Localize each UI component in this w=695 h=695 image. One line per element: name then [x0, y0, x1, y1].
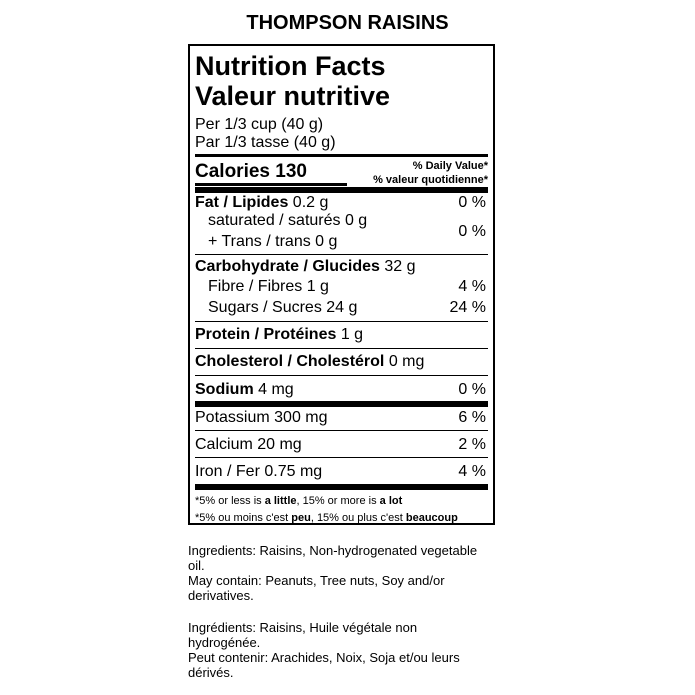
- ingredients-fr-line-3: Peut contenir: Arachides, Noix, Soja et/ou leurs: [188, 650, 460, 665]
- calcium-name: Calcium 20 mg: [195, 436, 302, 453]
- ingredients-en-line-4: derivatives.: [188, 588, 254, 603]
- footnote-fr-part-a: *5% ou moins c'est: [195, 512, 292, 524]
- divider-calcium: [195, 457, 488, 458]
- footnote-fr-part-c: , 15% ou plus c'est: [310, 512, 406, 524]
- divider-fat: [195, 254, 488, 255]
- footnote-en-part-d: a lot: [379, 495, 403, 507]
- cholesterol-name: Cholesterol / Cholestérol: [195, 353, 385, 370]
- divider-calories: [195, 187, 488, 193]
- divider-potassium: [195, 430, 488, 431]
- serving-size-en: Per 1/3 cup (40 g): [195, 116, 324, 133]
- nutrient-row-iron: [195, 463, 488, 481]
- divider-protein: [195, 348, 488, 349]
- iron-name: Iron / Fer 0.75 mg: [195, 463, 323, 480]
- nutrition-title-fr: Valeur nutritive: [195, 81, 391, 111]
- nutrient-row-carbohydrate: [195, 258, 488, 276]
- potassium-name: Potassium 300 mg: [195, 409, 328, 426]
- nutrition-title-en: Nutrition Facts: [195, 51, 386, 81]
- saturated-name: saturated / saturés 0 g: [208, 212, 368, 229]
- footnote-fr-part-b: peu: [291, 512, 311, 524]
- ingredients-fr: [188, 620, 518, 680]
- sodium-amount: 4 mg: [258, 381, 294, 398]
- nutrient-row-sugars: [195, 299, 488, 317]
- divider-serving: [195, 154, 488, 157]
- nutrient-row-fat: [195, 194, 488, 212]
- nutrient-row-calcium: [195, 436, 488, 454]
- nutrient-row-cholesterol: [195, 353, 488, 371]
- trans-name: + Trans / trans 0 g: [208, 233, 338, 250]
- daily-value-header-en: % Daily Value*: [412, 160, 488, 172]
- sodium-dv: 0 %: [458, 381, 486, 398]
- fibre-name: Fibre / Fibres 1 g: [208, 278, 329, 295]
- ingredients-en-line-3: May contain: Peanuts, Tree nuts, Soy and/or: [188, 573, 445, 588]
- cholesterol-amount: 0 mg: [388, 353, 425, 370]
- ingredients-en: [188, 543, 518, 603]
- ingredients-en-line-2: oil.: [188, 558, 205, 573]
- ingredients-fr-line-1: Ingrédients: Raisins, Huile végétale non: [188, 620, 418, 635]
- product-title: THOMPSON RAISINS: [246, 12, 449, 34]
- ingredients-en-line-1: Ingredients: Raisins, Non-hydrogenated vegetable: [188, 543, 478, 558]
- nutrient-row-sodium: [195, 381, 488, 399]
- nutrient-row-sat-trans-dv: [195, 223, 488, 241]
- fat-amount: 0.2 g: [292, 194, 329, 211]
- iron-dv: 4 %: [458, 463, 486, 480]
- protein-name: Protein / Protéines: [195, 326, 337, 343]
- ingredients-fr-line-2: hydrogénée.: [188, 635, 261, 650]
- trans-dv: 0 %: [458, 223, 486, 240]
- footnote-en-part-b: a little: [264, 495, 297, 507]
- fat-name: Fat / Lipides: [195, 194, 289, 211]
- calcium-dv: 2 %: [458, 436, 486, 453]
- footnote-en-part-c: , 15% or more is: [296, 495, 380, 507]
- divider-sodium: [195, 401, 488, 407]
- footnote-fr-part-d: beaucoup: [405, 512, 458, 524]
- sugars-name: Sugars / Sucres 24 g: [208, 299, 358, 316]
- footnote-fr: [195, 511, 488, 525]
- footnote-en-part-a: *5% or less is: [195, 495, 265, 507]
- calories-label: Calories 130: [195, 161, 307, 182]
- divider-iron: [195, 484, 488, 490]
- nutrient-row-protein: [195, 326, 488, 344]
- ingredients-fr-line-4: dérivés.: [188, 665, 234, 680]
- fat-dv: 0 %: [458, 194, 486, 211]
- calories-underline: [195, 183, 347, 186]
- divider-carbohydrate: [195, 321, 488, 322]
- daily-value-header-fr: % valeur quotidienne*: [373, 174, 488, 186]
- nutrition-facts-panel: [188, 44, 495, 525]
- serving-size-fr: Par 1/3 tasse (40 g): [195, 134, 336, 151]
- carbohydrate-amount: 32 g: [384, 258, 416, 275]
- sodium-name: Sodium: [195, 381, 254, 398]
- fibre-dv: 4 %: [458, 278, 486, 295]
- daily-value-header: [373, 159, 488, 187]
- nutrient-row-potassium: [195, 409, 488, 427]
- divider-cholesterol: [195, 375, 488, 376]
- carbohydrate-name: Carbohydrate / Glucides: [195, 258, 380, 275]
- sugars-dv: 24 %: [449, 299, 486, 316]
- protein-amount: 1 g: [340, 326, 364, 343]
- nutrient-row-fibre: [195, 278, 488, 296]
- footnote-en: [195, 494, 488, 508]
- potassium-dv: 6 %: [458, 409, 486, 426]
